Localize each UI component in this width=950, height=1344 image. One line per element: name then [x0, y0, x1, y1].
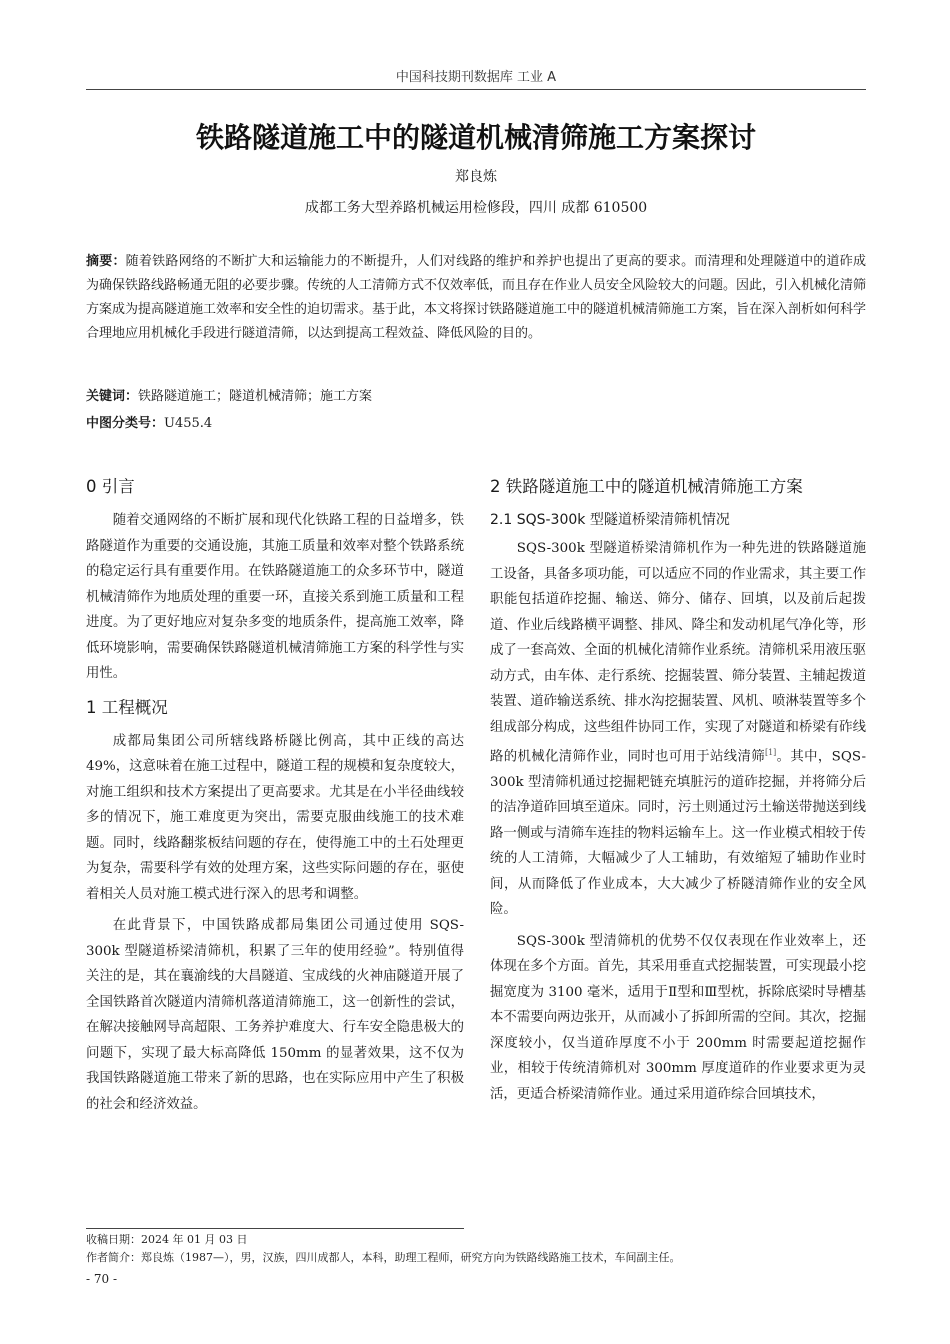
section-0-paragraph: 随着交通网络的不断扩展和现代化铁路工程的日益增多，铁路隧道作为重要的交通设施，其施工质量和效率对整个铁路系统的稳定运行具有重要作用。在铁路隧道施工的众多环节中，隧道机械清筛作为地质处理的重要一环，直接关系到施工质量和工程进度。为了更好地应对复杂多变的地质条件，提高施工效率，降低环境影响，需要确保铁路隧道机械清筛施工方案的科学性与实用性。	[86, 513, 464, 681]
section-1-paragraph-1: 成都局集团公司所辖线路桥隧比例高，其中正线的高达 49%，这意味着在施工过程中，隧道工程的规模和复杂度较大，对施工组织和技术方案提出了更高要求。尤其是在小半径曲线较多的情况下，施工难度更为突出，需要克服曲线施工的技术难题。同时，线路翻浆板结问题的存在，使得施工中的土石处理更为复杂，需要科学有效的处理方案，这些实际问题的存在，驱使着相关人员对施工模式进行深入的思考和调整。	[86, 733, 464, 902]
received-date: 收稿日期：2024 年 01 月 03 日	[86, 1233, 248, 1246]
author-affiliation: 成都工务大型养路机械运用检修段，四川 成都 610500	[304, 200, 648, 216]
abstract-text: 随着铁路网络的不断扩大和运输能力的不断提升，人们对线路的维护和养护也提出了更高的要求。而清理和处理隧道中的道砟成为确保铁路线路畅通无阻的必要步骤。传统的人工清筛方式不仅效率低，而且存在作业人员安全风险较大的问题。因此，引入机械化清筛方案成为提高隧道施工效率和安全性的迫切需求。基于此，本文将探讨铁路隧道施工中的隧道机械清筛施工方案，旨在深入剖析如何科学合理地应用机械化手段进行隧道清筛，以达到提高工程效益、降低风险的目的。	[86, 254, 867, 341]
page-number: - 70 -	[86, 1272, 118, 1286]
keywords	[86, 385, 866, 409]
header-divider	[86, 89, 866, 90]
footnote-divider	[86, 1228, 464, 1229]
section-1-heading: 1 工程概况	[86, 697, 168, 717]
classification-number	[86, 412, 866, 436]
abstract-label: 摘要：	[86, 254, 126, 269]
section-2-heading: 2 铁路隧道施工中的隧道机械清筛施工方案	[490, 477, 803, 496]
clc-label: 中图分类号：	[86, 416, 165, 431]
author-name: 郑良炼	[455, 169, 497, 185]
author-bio: 作者简介：郑良炼（1987—），男，汉族，四川成都人，本科，助理工程师，研究方向为铁路线路施工技术，车间副主任。	[86, 1251, 681, 1264]
section-2-paragraph-1-part-a: SQS-300k 型隧道桥梁清筛机作为一种先进的铁路隧道施工设备，具备多项功能，可以适应不同的作业需求，其主要工作职能包括道砟挖掘、输送、筛分、储存、回填，以及前后起拨道、作业后线路横平调整、排风、降尘和发动机尾气净化等，形成了一套高效、全面的机械化清筛作业系统。清筛机采用液压驱动方式，由车体、走行系统、挖掘装置、筛分装置、主辅起拨道装置、道砟输送系统、排水沟挖掘装置、风机、喷淋装置等多个组成部分构成，这些组件协同工作，实现了对隧道和桥梁有砟线路的机械化清筛作业，同时也可用于站线清筛	[490, 541, 866, 765]
section-2-paragraph-1	[490, 536, 866, 923]
citation-ref[interactable]: [1]	[764, 748, 777, 757]
article-title: 铁路隧道施工中的隧道机械清筛施工方案探讨	[195, 121, 756, 154]
section-2-paragraph-1-part-b: 。其中，SQS-300k 型清筛机通过挖掘耙链充填脏污的道砟挖掘，并将筛分后的洁净道砟回填至道床。同时，污土则通过污土输送带抛送到线路一侧或与清筛车连挂的物料运输车上。这一作业模式相较于传统的人工清筛，大幅减少了人工辅助，有效缩短了辅助作业时间，从而降低了作业成本，大大减少了桥隧清筛作业的安全风险。	[490, 749, 867, 918]
abstract	[86, 250, 866, 346]
right-column	[490, 474, 866, 1107]
keywords-text: 铁路隧道施工；隧道机械清筛；施工方案	[138, 389, 373, 404]
left-column	[86, 474, 464, 1117]
clc-value: U455.4	[164, 416, 213, 431]
section-2-paragraph-2: SQS-300k 型清筛机的优势不仅仅表现在作业效率上，还体现在多个方面。首先，其采用垂直式挖掘装置，可实现最小挖掘宽度为 3100 毫米，适用于Ⅱ型和Ⅲ型枕，拆除底梁时导槽基本不需要向两边张开，从而减小了拆卸所需的空间。其次，挖掘深度较小，仅当道砟厚度不小于 200mm 时需要起道挖掘作业，相较于传统清筛机对 300mm 厚度道砟的作业要求更为灵活，更适合桥梁清筛作业。通过采用道砟综合回填技术，	[490, 933, 866, 1102]
section-1-paragraph-2: 在此背景下，中国铁路成都局集团公司通过使用 SQS-300k 型隧道桥梁清筛机，积累了三年的使用经验”。特别值得关注的是，其在襄渝线的大昌隧道、宝成线的火神庙隧道开展了全国铁路首次隧道内清筛机落道清筛施工，这一创新性的尝试，在解决接触网导高超限、工务养护难度大、行车安全隐患极大的问题下，实现了最大标高降低 150mm 的显著效果，这不仅为我国铁路隧道施工带来了新的思路，也在实际应用中产生了积极的社会和经济效益。	[86, 918, 464, 1112]
subsection-2-1-heading: 2.1 SQS-300k 型隧道桥梁清筛机情况	[490, 512, 730, 528]
keywords-label: 关键词：	[86, 389, 139, 404]
running-head: 中国科技期刊数据库 工业 A	[395, 70, 557, 85]
section-0-heading: 0 引言	[86, 477, 135, 496]
